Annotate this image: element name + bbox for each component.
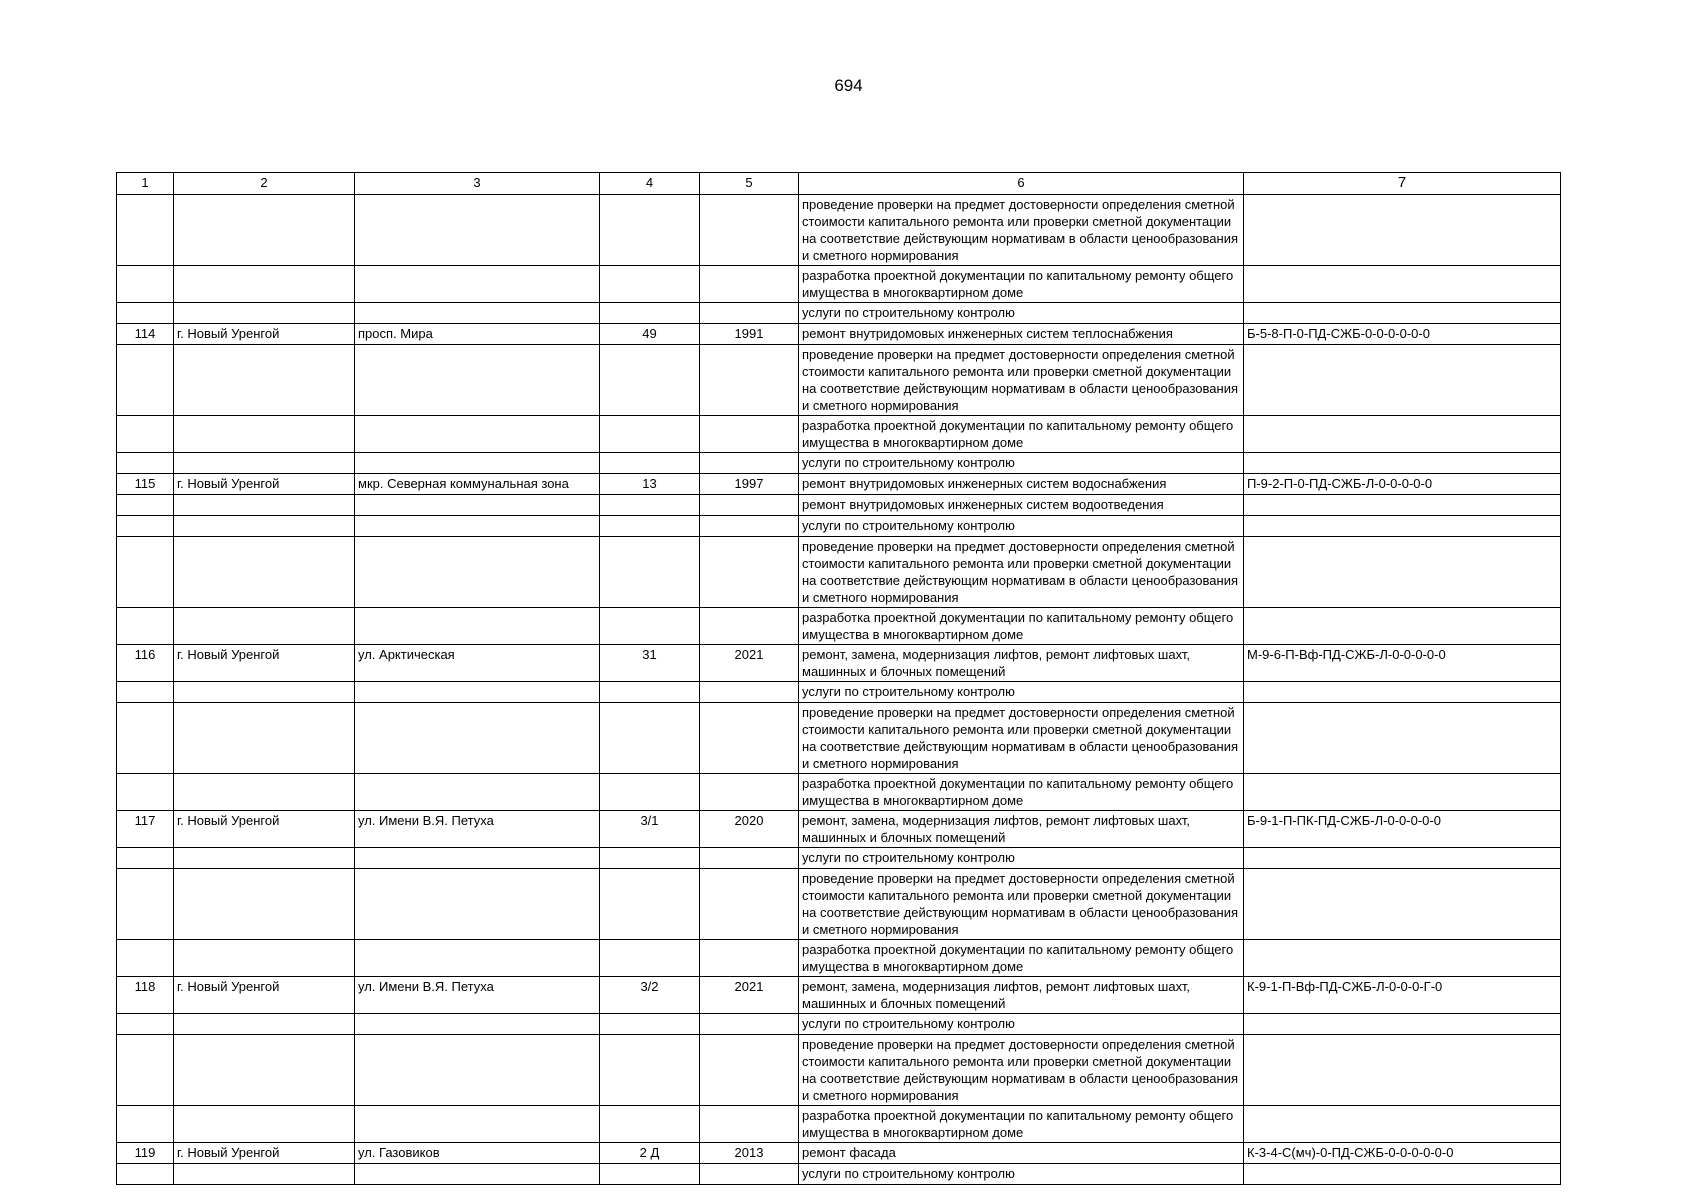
street-cell [355, 1014, 600, 1035]
city-cell [174, 453, 355, 474]
building-code-cell [1244, 1035, 1561, 1106]
build-year-cell: 2020 [700, 811, 799, 848]
work-type-cell: услуги по строительному контролю [799, 1014, 1244, 1035]
street-cell [355, 1164, 600, 1185]
row-number-cell [117, 345, 174, 416]
table-row [117, 977, 1561, 1014]
house-number-cell [600, 303, 700, 324]
row-number-cell [117, 848, 174, 869]
build-year-cell [700, 453, 799, 474]
table-row [117, 645, 1561, 682]
build-year-cell [700, 703, 799, 774]
page-number: 694 [834, 76, 863, 95]
row-number-cell [117, 869, 174, 940]
build-year-cell [700, 848, 799, 869]
build-year-cell [700, 516, 799, 537]
row-number-cell [117, 703, 174, 774]
building-code-cell: К-9-1-П-Вф-ПД-СЖБ-Л-0-0-0-Г-0 [1244, 977, 1561, 1014]
building-code-cell [1244, 345, 1561, 416]
row-number-cell [117, 516, 174, 537]
house-number-cell [600, 453, 700, 474]
row-number-cell [117, 682, 174, 703]
work-type-cell: ремонт фасада [799, 1143, 1244, 1164]
building-code-cell [1244, 495, 1561, 516]
street-cell [355, 495, 600, 516]
building-code-cell [1244, 1164, 1561, 1185]
building-code-cell [1244, 703, 1561, 774]
table-row [117, 811, 1561, 848]
building-code-cell [1244, 774, 1561, 811]
house-number-cell [600, 940, 700, 977]
house-number-cell [600, 1164, 700, 1185]
work-type-cell: услуги по строительному контролю [799, 516, 1244, 537]
work-type-cell: разработка проектной документации по капитальному ремонту общего имущества в многоквартирном доме [799, 774, 1244, 811]
street-cell: просп. Мира [355, 324, 600, 345]
build-year-cell [700, 1014, 799, 1035]
row-number-cell [117, 453, 174, 474]
row-number-cell [117, 608, 174, 645]
column-header: 5 [700, 173, 799, 195]
house-number-cell [600, 537, 700, 608]
build-year-cell: 2021 [700, 645, 799, 682]
table-row [117, 608, 1561, 645]
building-code-cell [1244, 682, 1561, 703]
table-row [117, 474, 1561, 495]
house-number-cell [600, 608, 700, 645]
street-cell [355, 1106, 600, 1143]
row-number-cell [117, 774, 174, 811]
street-cell: ул. Газовиков [355, 1143, 600, 1164]
work-type-cell: услуги по строительному контролю [799, 1164, 1244, 1185]
build-year-cell [700, 1035, 799, 1106]
table-row [117, 416, 1561, 453]
city-cell [174, 774, 355, 811]
city-cell [174, 703, 355, 774]
house-number-cell [600, 1035, 700, 1106]
column-header: 7 [1244, 173, 1561, 195]
build-year-cell [700, 537, 799, 608]
house-number-cell: 49 [600, 324, 700, 345]
work-type-cell: проведение проверки на предмет достоверности определения сметной стоимости капитального ремонта или проверки сметной документации на соответствие действующим нормативам в области ценообразования и сметного нормирования [799, 537, 1244, 608]
building-code-cell [1244, 453, 1561, 474]
table-row [117, 848, 1561, 869]
building-code-cell [1244, 516, 1561, 537]
street-cell [355, 869, 600, 940]
build-year-cell [700, 416, 799, 453]
row-number-cell [117, 495, 174, 516]
table-row [117, 1035, 1561, 1106]
work-type-cell: разработка проектной документации по капитальному ремонту общего имущества в многоквартирном доме [799, 608, 1244, 645]
street-cell [355, 345, 600, 416]
table-row [117, 516, 1561, 537]
row-number-cell: 116 [117, 645, 174, 682]
build-year-cell: 1997 [700, 474, 799, 495]
build-year-cell [700, 1106, 799, 1143]
build-year-cell: 2013 [700, 1143, 799, 1164]
street-cell [355, 303, 600, 324]
work-type-cell: разработка проектной документации по капитальному ремонту общего имущества в многоквартирном доме [799, 266, 1244, 303]
street-cell: ул. Арктическая [355, 645, 600, 682]
city-cell [174, 1035, 355, 1106]
table-body [117, 195, 1561, 1185]
table-row [117, 266, 1561, 303]
table-row [117, 774, 1561, 811]
city-cell [174, 303, 355, 324]
city-cell [174, 848, 355, 869]
building-code-cell [1244, 537, 1561, 608]
build-year-cell: 2021 [700, 977, 799, 1014]
work-type-cell: ремонт внутридомовых инженерных систем водоотведения [799, 495, 1244, 516]
house-number-cell [600, 195, 700, 266]
work-type-cell: разработка проектной документации по капитальному ремонту общего имущества в многоквартирном доме [799, 1106, 1244, 1143]
street-cell [355, 516, 600, 537]
work-type-cell: ремонт, замена, модернизация лифтов, ремонт лифтовых шахт, машинных и блочных помещений [799, 811, 1244, 848]
city-cell: г. Новый Уренгой [174, 645, 355, 682]
table-row [117, 195, 1561, 266]
column-header: 2 [174, 173, 355, 195]
city-cell: г. Новый Уренгой [174, 977, 355, 1014]
house-number-cell [600, 495, 700, 516]
row-number-cell [117, 940, 174, 977]
column-header: 1 [117, 173, 174, 195]
build-year-cell [700, 195, 799, 266]
work-type-cell: ремонт внутридомовых инженерных систем теплоснабжения [799, 324, 1244, 345]
build-year-cell [700, 869, 799, 940]
build-year-cell [700, 682, 799, 703]
house-number-cell: 31 [600, 645, 700, 682]
work-type-cell: проведение проверки на предмет достоверности определения сметной стоимости капитального ремонта или проверки сметной документации на соответствие действующим нормативам в области ценообразования и сметного нормирования [799, 703, 1244, 774]
city-cell [174, 195, 355, 266]
building-code-cell [1244, 416, 1561, 453]
table-row [117, 682, 1561, 703]
house-number-cell [600, 516, 700, 537]
table-row [117, 703, 1561, 774]
build-year-cell [700, 774, 799, 811]
city-cell [174, 682, 355, 703]
street-cell [355, 1035, 600, 1106]
row-number-cell: 118 [117, 977, 174, 1014]
building-code-cell [1244, 1014, 1561, 1035]
street-cell [355, 453, 600, 474]
row-number-cell: 114 [117, 324, 174, 345]
row-number-cell [117, 266, 174, 303]
build-year-cell [700, 266, 799, 303]
table-row [117, 940, 1561, 977]
city-cell [174, 345, 355, 416]
build-year-cell: 1991 [700, 324, 799, 345]
building-code-cell: Б-5-8-П-0-ПД-СЖБ-0-0-0-0-0-0 [1244, 324, 1561, 345]
table-row [117, 345, 1561, 416]
city-cell [174, 1106, 355, 1143]
city-cell [174, 537, 355, 608]
street-cell [355, 266, 600, 303]
street-cell [355, 703, 600, 774]
city-cell [174, 869, 355, 940]
work-type-cell: проведение проверки на предмет достоверности определения сметной стоимости капитального ремонта или проверки сметной документации на соответствие действующим нормативам в области ценообразования и сметного нормирования [799, 345, 1244, 416]
building-code-cell [1244, 303, 1561, 324]
city-cell [174, 940, 355, 977]
street-cell [355, 537, 600, 608]
city-cell: г. Новый Уренгой [174, 1143, 355, 1164]
street-cell: ул. Имени В.Я. Петуха [355, 811, 600, 848]
street-cell [355, 774, 600, 811]
building-code-cell [1244, 266, 1561, 303]
table-row [117, 324, 1561, 345]
building-code-cell: П-9-2-П-0-ПД-СЖБ-Л-0-0-0-0-0 [1244, 474, 1561, 495]
street-cell [355, 416, 600, 453]
work-type-cell: ремонт, замена, модернизация лифтов, ремонт лифтовых шахт, машинных и блочных помещений [799, 977, 1244, 1014]
work-type-cell: проведение проверки на предмет достоверности определения сметной стоимости капитального ремонта или проверки сметной документации на соответствие действующим нормативам в области ценообразования и сметного нормирования [799, 869, 1244, 940]
row-number-cell: 115 [117, 474, 174, 495]
row-number-cell [117, 416, 174, 453]
work-type-cell: услуги по строительному контролю [799, 453, 1244, 474]
work-type-cell: услуги по строительному контролю [799, 682, 1244, 703]
house-number-cell [600, 345, 700, 416]
table-row [117, 1106, 1561, 1143]
building-code-cell: М-9-6-П-Вф-ПД-СЖБ-Л-0-0-0-0-0 [1244, 645, 1561, 682]
build-year-cell [700, 608, 799, 645]
city-cell [174, 495, 355, 516]
work-type-cell: разработка проектной документации по капитальному ремонту общего имущества в многоквартирном доме [799, 940, 1244, 977]
work-type-cell: услуги по строительному контролю [799, 848, 1244, 869]
house-number-cell: 3/1 [600, 811, 700, 848]
build-year-cell [700, 303, 799, 324]
house-number-cell [600, 869, 700, 940]
street-cell: мкр. Северная коммунальная зона [355, 474, 600, 495]
row-number-cell: 119 [117, 1143, 174, 1164]
repair-registry-table [116, 172, 1561, 1185]
building-code-cell: К-3-4-С(мч)-0-ПД-СЖБ-0-0-0-0-0-0 [1244, 1143, 1561, 1164]
street-cell [355, 195, 600, 266]
house-number-cell [600, 1106, 700, 1143]
table-row [117, 495, 1561, 516]
street-cell [355, 682, 600, 703]
building-code-cell [1244, 940, 1561, 977]
city-cell: г. Новый Уренгой [174, 474, 355, 495]
table-row [117, 303, 1561, 324]
work-type-cell: ремонт внутридомовых инженерных систем водоснабжения [799, 474, 1244, 495]
row-number-cell [117, 1035, 174, 1106]
row-number-cell [117, 1164, 174, 1185]
building-code-cell [1244, 1106, 1561, 1143]
row-number-cell: 117 [117, 811, 174, 848]
city-cell [174, 608, 355, 645]
city-cell: г. Новый Уренгой [174, 811, 355, 848]
column-header: 4 [600, 173, 700, 195]
city-cell [174, 416, 355, 453]
table-row [117, 1143, 1561, 1164]
house-number-cell: 2 Д [600, 1143, 700, 1164]
street-cell [355, 848, 600, 869]
city-cell [174, 1014, 355, 1035]
build-year-cell [700, 495, 799, 516]
building-code-cell [1244, 848, 1561, 869]
row-number-cell [117, 1014, 174, 1035]
house-number-cell [600, 266, 700, 303]
street-cell [355, 608, 600, 645]
house-number-cell [600, 848, 700, 869]
work-type-cell: услуги по строительному контролю [799, 303, 1244, 324]
street-cell: ул. Имени В.Я. Петуха [355, 977, 600, 1014]
row-number-cell [117, 303, 174, 324]
street-cell [355, 940, 600, 977]
table-row [117, 1164, 1561, 1185]
building-code-cell: Б-9-1-П-ПК-ПД-СЖБ-Л-0-0-0-0-0 [1244, 811, 1561, 848]
building-code-cell [1244, 608, 1561, 645]
house-number-cell: 3/2 [600, 977, 700, 1014]
build-year-cell [700, 940, 799, 977]
house-number-cell [600, 774, 700, 811]
build-year-cell [700, 345, 799, 416]
row-number-cell [117, 1106, 174, 1143]
column-header: 6 [799, 173, 1244, 195]
table-row [117, 453, 1561, 474]
column-header: 3 [355, 173, 600, 195]
city-cell [174, 266, 355, 303]
work-type-cell: проведение проверки на предмет достоверности определения сметной стоимости капитального ремонта или проверки сметной документации на соответствие действующим нормативам в области ценообразования и сметного нормирования [799, 1035, 1244, 1106]
city-cell [174, 1164, 355, 1185]
work-type-cell: ремонт, замена, модернизация лифтов, ремонт лифтовых шахт, машинных и блочных помещений [799, 645, 1244, 682]
city-cell [174, 516, 355, 537]
work-type-cell: разработка проектной документации по капитальному ремонту общего имущества в многоквартирном доме [799, 416, 1244, 453]
building-code-cell [1244, 195, 1561, 266]
build-year-cell [700, 1164, 799, 1185]
house-number-cell [600, 682, 700, 703]
header-row [117, 173, 1561, 195]
row-number-cell [117, 195, 174, 266]
city-cell: г. Новый Уренгой [174, 324, 355, 345]
table-row [117, 869, 1561, 940]
row-number-cell [117, 537, 174, 608]
house-number-cell [600, 416, 700, 453]
table-row [117, 537, 1561, 608]
house-number-cell [600, 703, 700, 774]
building-code-cell [1244, 869, 1561, 940]
house-number-cell [600, 1014, 700, 1035]
work-type-cell: проведение проверки на предмет достоверности определения сметной стоимости капитального ремонта или проверки сметной документации на соответствие действующим нормативам в области ценообразования и сметного нормирования [799, 195, 1244, 266]
house-number-cell: 13 [600, 474, 700, 495]
table-row [117, 1014, 1561, 1035]
